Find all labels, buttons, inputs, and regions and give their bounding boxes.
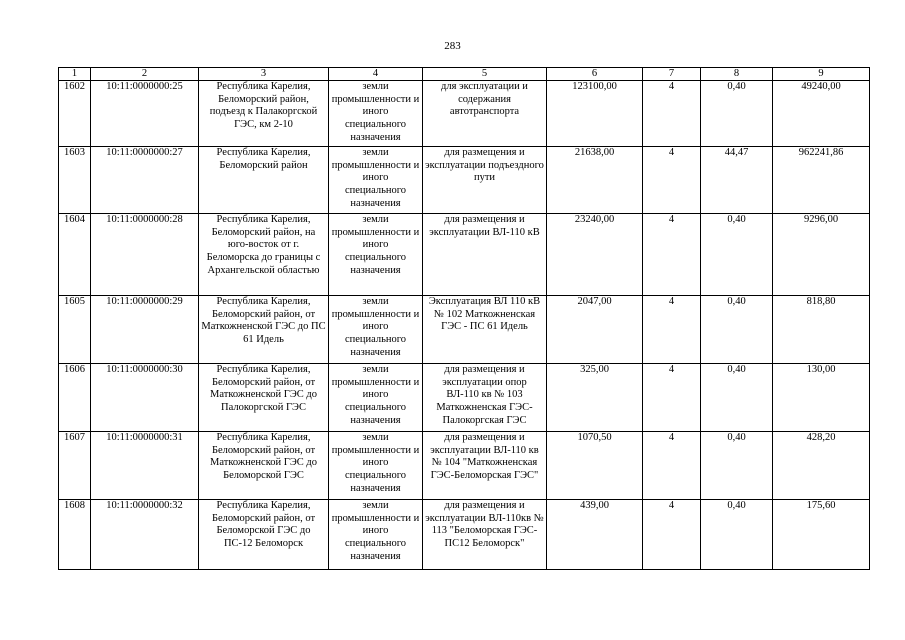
land-category-cell: земли промышленности и иного специального назначения bbox=[329, 296, 423, 364]
row-number-cell: 1603 bbox=[59, 147, 91, 214]
column-header: 6 bbox=[547, 68, 643, 81]
rate-cell: 0,40 bbox=[701, 432, 773, 500]
table-row bbox=[59, 500, 870, 570]
table-row bbox=[59, 364, 870, 432]
address-cell: Республика Карелия, Беломорский район, от Маткожненской ГЭС до Палокоргской ГЭС bbox=[199, 364, 329, 432]
address-cell: Республика Карелия, Беломорский район bbox=[199, 147, 329, 214]
cadastral-number-cell: 10:11:0000000:30 bbox=[91, 364, 199, 432]
cadastral-number-cell: 10:11:0000000:27 bbox=[91, 147, 199, 214]
amount-cell: 428,20 bbox=[773, 432, 870, 500]
column-7-cell: 4 bbox=[643, 432, 701, 500]
column-header: 8 bbox=[701, 68, 773, 81]
area-cell: 21638,00 bbox=[547, 147, 643, 214]
cadastral-number-cell: 10:11:0000000:32 bbox=[91, 500, 199, 570]
permitted-use-cell: для размещения и эксплуатации подъездного пути bbox=[423, 147, 547, 214]
rate-cell: 0,40 bbox=[701, 214, 773, 296]
land-category-cell: земли промышленности и иного специального назначения bbox=[329, 147, 423, 214]
area-cell: 2047,00 bbox=[547, 296, 643, 364]
cadastral-number-cell: 10:11:0000000:31 bbox=[91, 432, 199, 500]
column-header: 2 bbox=[91, 68, 199, 81]
row-number-cell: 1608 bbox=[59, 500, 91, 570]
table-row bbox=[59, 432, 870, 500]
row-number-cell: 1602 bbox=[59, 81, 91, 147]
permitted-use-cell: для размещения и эксплуатации опор ВЛ-110 кв № 103 Маткожненская ГЭС-Палокоргская ГЭС bbox=[423, 364, 547, 432]
column-7-cell: 4 bbox=[643, 500, 701, 570]
column-header: 1 bbox=[59, 68, 91, 81]
column-number-header-row bbox=[59, 68, 870, 81]
amount-cell: 818,80 bbox=[773, 296, 870, 364]
row-number-cell: 1606 bbox=[59, 364, 91, 432]
column-7-cell: 4 bbox=[643, 81, 701, 147]
rate-cell: 0,40 bbox=[701, 364, 773, 432]
column-header: 4 bbox=[329, 68, 423, 81]
land-registry-table bbox=[58, 67, 870, 570]
permitted-use-cell: для размещения и эксплуатации ВЛ-110кв № 113 "Беломорская ГЭС-ПС12 Беломорск" bbox=[423, 500, 547, 570]
amount-cell: 49240,00 bbox=[773, 81, 870, 147]
land-category-cell: земли промышленности и иного специального назначения bbox=[329, 364, 423, 432]
cadastral-number-cell: 10:11:0000000:25 bbox=[91, 81, 199, 147]
permitted-use-cell: для размещения и эксплуатации ВЛ-110 кВ bbox=[423, 214, 547, 296]
permitted-use-cell: для эксплуатации и содержания автотранспорта bbox=[423, 81, 547, 147]
column-7-cell: 4 bbox=[643, 296, 701, 364]
area-cell: 123100,00 bbox=[547, 81, 643, 147]
column-header: 3 bbox=[199, 68, 329, 81]
area-cell: 23240,00 bbox=[547, 214, 643, 296]
land-category-cell: земли промышленности и иного специального назначения bbox=[329, 81, 423, 147]
cadastral-number-cell: 10:11:0000000:28 bbox=[91, 214, 199, 296]
row-number-cell: 1607 bbox=[59, 432, 91, 500]
area-cell: 325,00 bbox=[547, 364, 643, 432]
address-cell: Республика Карелия, Беломорский район, от Маткожненской ГЭС до ПС 61 Идель bbox=[199, 296, 329, 364]
amount-cell: 130,00 bbox=[773, 364, 870, 432]
rate-cell: 0,40 bbox=[701, 296, 773, 364]
address-cell: Республика Карелия, Беломорский район, от Маткожненской ГЭС до Беломорской ГЭС bbox=[199, 432, 329, 500]
land-category-cell: земли промышленности и иного специального назначения bbox=[329, 432, 423, 500]
area-cell: 1070,50 bbox=[547, 432, 643, 500]
land-category-cell: земли промышленности и иного специального назначения bbox=[329, 214, 423, 296]
table-row bbox=[59, 214, 870, 296]
column-header: 7 bbox=[643, 68, 701, 81]
address-cell: Республика Карелия, Беломорский район, подъезд к Палакоргской ГЭС, км 2-10 bbox=[199, 81, 329, 147]
cadastral-number-cell: 10:11:0000000:29 bbox=[91, 296, 199, 364]
area-cell: 439,00 bbox=[547, 500, 643, 570]
rate-cell: 0,40 bbox=[701, 81, 773, 147]
column-7-cell: 4 bbox=[643, 364, 701, 432]
address-cell: Республика Карелия, Беломорский район, от Беломорской ГЭС до ПС-12 Беломорск bbox=[199, 500, 329, 570]
column-7-cell: 4 bbox=[643, 214, 701, 296]
land-category-cell: земли промышленности и иного специального назначения bbox=[329, 500, 423, 570]
rate-cell: 44,47 bbox=[701, 147, 773, 214]
permitted-use-cell: для размещения и эксплуатации ВЛ-110 кв № 104 "Маткожненская ГЭС-Беломорская ГЭС" bbox=[423, 432, 547, 500]
table-row bbox=[59, 81, 870, 147]
column-7-cell: 4 bbox=[643, 147, 701, 214]
row-number-cell: 1604 bbox=[59, 214, 91, 296]
amount-cell: 175,60 bbox=[773, 500, 870, 570]
table-row bbox=[59, 147, 870, 214]
rate-cell: 0,40 bbox=[701, 500, 773, 570]
column-header: 5 bbox=[423, 68, 547, 81]
table-row bbox=[59, 296, 870, 364]
page-number: 283 bbox=[444, 40, 461, 52]
permitted-use-cell: Эксплуатация ВЛ 110 кВ № 102 Маткожненская ГЭС - ПС 61 Идель bbox=[423, 296, 547, 364]
amount-cell: 9296,00 bbox=[773, 214, 870, 296]
amount-cell: 962241,86 bbox=[773, 147, 870, 214]
column-header: 9 bbox=[773, 68, 870, 81]
row-number-cell: 1605 bbox=[59, 296, 91, 364]
address-cell: Республика Карелия, Беломорский район, на юго-восток от г. Беломорска до границы с Архангельской областью bbox=[199, 214, 329, 296]
